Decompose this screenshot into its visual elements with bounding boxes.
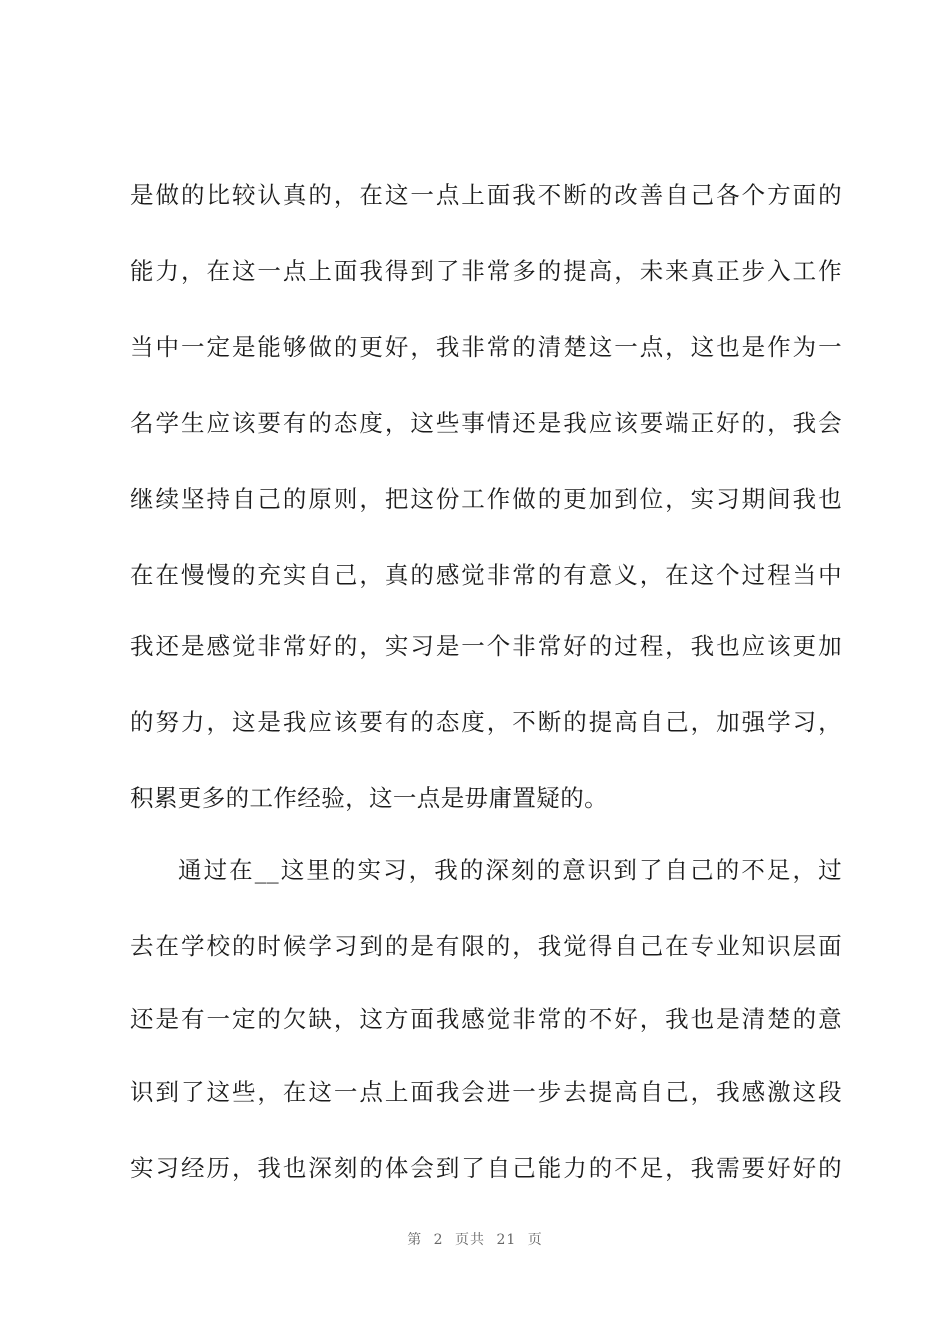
paragraph-1-line-2: 能力，在这一点上面我得到了非常多的提高，未来真正步入工作 bbox=[130, 257, 842, 285]
paragraph-2-line-1: 通过在__这里的实习，我的深刻的意识到了自己的不足，过 bbox=[178, 856, 842, 884]
paragraph-1-line-9: 积累更多的工作经验，这一点是毋庸置疑的。 bbox=[130, 784, 608, 812]
paragraph-1-line-4: 名学生应该要有的态度，这些事情还是我应该要端正好的，我会 bbox=[130, 409, 842, 437]
paragraph-2-line-3: 还是有一定的欠缺，这方面我感觉非常的不好，我也是清楚的意 bbox=[130, 1005, 842, 1033]
paragraph-1-line-8: 的努力，这是我应该要有的态度，不断的提高自己，加强学习， bbox=[130, 708, 842, 736]
page-number-footer: 第 2 页共 21 页 bbox=[407, 1232, 543, 1248]
paragraph-2-line-5: 实习经历，我也深刻的体会到了自己能力的不足，我需要好好的 bbox=[130, 1154, 842, 1182]
paragraph-1-line-7: 我还是感觉非常好的，实习是一个非常好的过程，我也应该更加 bbox=[130, 632, 842, 660]
paragraph-1-line-5: 继续坚持自己的原则，把这份工作做的更加到位，实习期间我也 bbox=[130, 485, 842, 513]
paragraph-1-line-6: 在在慢慢的充实自己，真的感觉非常的有意义，在这个过程当中 bbox=[130, 561, 842, 589]
paragraph-1-line-3: 当中一定是能够做的更好，我非常的清楚这一点，这也是作为一 bbox=[130, 333, 842, 361]
paragraph-2-line-4: 识到了这些，在这一点上面我会进一步去提高自己，我感激这段 bbox=[130, 1078, 842, 1106]
paragraph-2-line-2: 去在学校的时候学习到的是有限的，我觉得自己在专业知识层面 bbox=[130, 932, 842, 960]
paragraph-1-line-1: 是做的比较认真的，在这一点上面我不断的改善自己各个方面的 bbox=[130, 181, 842, 209]
